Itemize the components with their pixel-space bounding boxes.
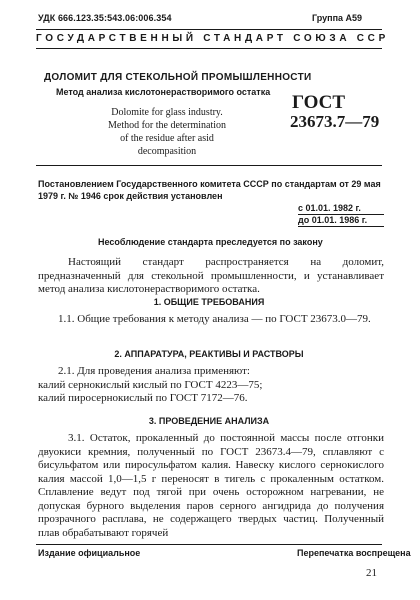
date-from: с 01.01. 1982 г. [298,203,361,213]
english-title-line: decompasition [137,146,197,157]
page-number: 21 [366,567,377,579]
section-2-line: 2.1. Для проведения анализа применяют: [58,365,250,377]
reprint-prohibited-label: Перепечатка воспрещена [297,548,411,558]
header-top-rule [36,29,382,30]
method-subtitle: Метод анализа кислотонерастворимого остатка [56,87,271,97]
section-heading-1: 1. ОБЩИЕ ТРЕБОВАНИЯ [153,297,265,307]
section-heading-3: 3. ПРОВЕДЕНИЕ АНАЛИЗА [148,416,270,426]
section-heading-2: 2. АППАРАТУРА, РЕАКТИВЫ И РАСТВОРЫ [114,349,304,359]
intro-paragraph: Настоящий стандарт распространяется на доломит, предназначенный для стекольной промышленности, и устанавливает метод анализа кислотонерастворимого остатка. [38,256,384,295]
standard-banner: ГОСУДАРСТВЕННЫЙ СТАНДАРТ СОЮЗА ССР [36,33,389,44]
date-to-underline [298,226,384,227]
udc-code: УДК 666.123.35:543.06:006.354 [38,13,172,23]
title-block-rule [36,165,382,166]
decree-text: Постановлением Государственного комитета СССР по стандартам от 29 мая 1979 г. № 1946 срок действия установлен [38,179,381,201]
enforcement-notice: Несоблюдение стандарта преследуется по закону [98,237,323,247]
date-to: до 01.01. 1986 г. [298,215,368,225]
english-title-line: Method for the determination [107,120,227,131]
footer-rule [36,544,382,545]
section-1-paragraph: 1.1. Общие требования к методу анализа — по ГОСТ 23673.0—79. [58,313,371,325]
gost-label: ГОСТ [292,92,346,113]
group-code: Группа А59 [312,13,363,23]
english-title-line: Dolomite for glass industry. [111,107,223,118]
gost-number: 23673.7—79 [290,112,380,131]
english-title [92,106,242,158]
section-2-line: калий сернокислый кислый по ГОСТ 4223—75; [38,378,263,391]
section-2-line: калий пиросернокислый по ГОСТ 7172—76. [38,392,248,404]
section-3-paragraph: 3.1. Остаток, прокаленный до постоянной массы после отгонки двуокиси кремния, полученный по ГОСТ 23673.4—79, сплавляют с бисульфатом или пиросульфатом калия. Навеску кислого сернокислого калия массой 1,0—1,5 г переносят в тигель с прокаленным остатком. Сплавление ведут под тягой при очень осторожном нагревании, не допуская бурного выделения паров серного ангидрида до получения прозрачного расплава, не содержащего твердых частиц. Полученный плав обрабатывают горячей [38,432,384,539]
official-edition-label: Издание официальное [38,548,141,558]
english-title-line: of the residue after asid [120,133,214,144]
header-bottom-rule [36,48,382,49]
section-2-list [38,365,384,406]
document-title: ДОЛОМИТ ДЛЯ СТЕКОЛЬНОЙ ПРОМЫШЛЕННОСТИ [44,72,312,83]
